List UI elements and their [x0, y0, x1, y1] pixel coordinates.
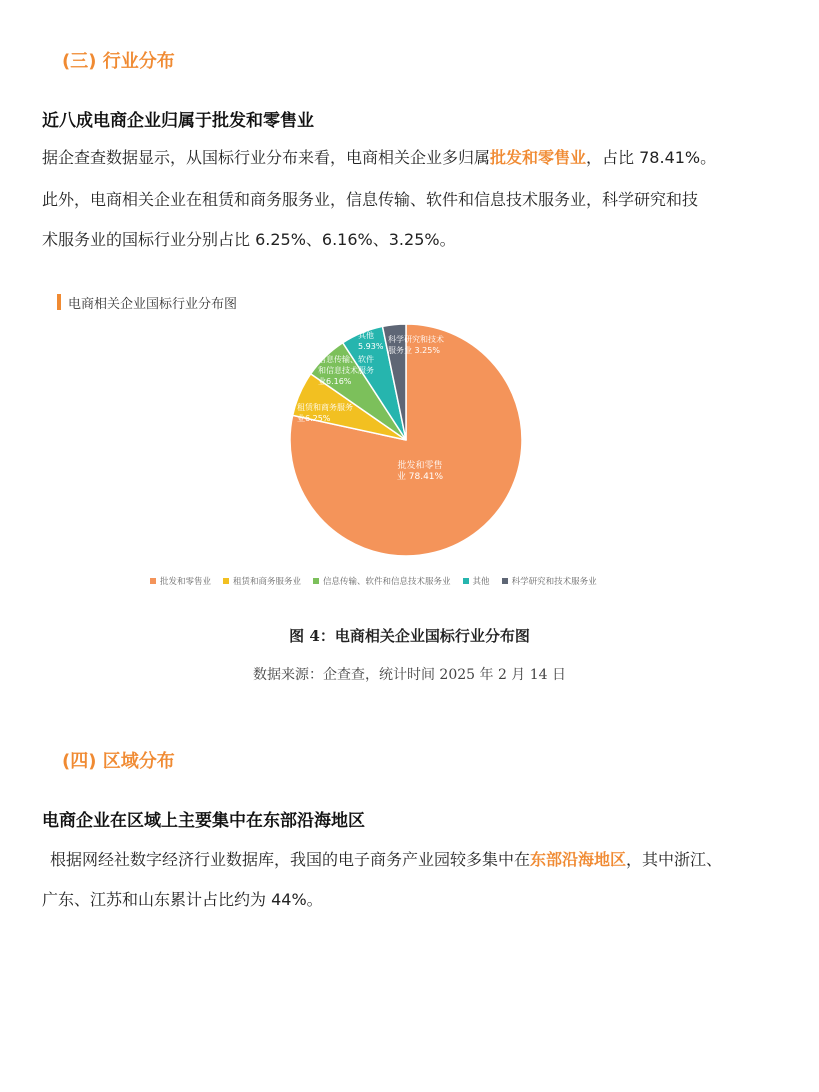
section4-subtitle: 电商企业在区域上主要集中在东部沿海地区 [42, 811, 365, 831]
pie-label-0: 批发和零售业 78.41% [396, 461, 444, 482]
chart-panel-title: 电商相关企业国标行业分布图 [68, 297, 238, 312]
section4-paragraph-line1 [50, 844, 722, 876]
p1-pre: 据企查查数据显示，从国标行业分布来看，电商相关企业多归属 [42, 148, 491, 167]
section3-paragraph-line3: 术服务业的国标行业分别占比 6.25%、6.16%、3.25%。 [42, 230, 456, 249]
legend-swatch-2 [313, 578, 319, 584]
legend-label-4: 科学研究和技术服务业 [511, 577, 597, 587]
source-caption: 数据来源：企查查，统计时间 2025 年 2 月 14 日 [252, 667, 567, 683]
section3-paragraph-line1 [42, 142, 716, 174]
p1-highlight: 批发和零售业 [490, 148, 587, 167]
legend-swatch-1 [223, 578, 229, 584]
s4-p1-pre: 根据网经社数字经济行业数据库，我国的电子商务产业园较多集中在 [50, 850, 531, 869]
legend-item-1 [223, 575, 301, 587]
pie-label-1: 租赁和商务服务业6.25% [297, 403, 353, 423]
legend-swatch-3 [463, 578, 469, 584]
section3-subtitle: 近八成电商企业归属于批发和零售业 [42, 111, 314, 131]
legend-label-0: 批发和零售业 [160, 577, 212, 587]
s4-p1-highlight: 东部沿海地区 [530, 850, 627, 869]
legend-swatch-0 [150, 578, 156, 584]
chart-legend [150, 575, 597, 587]
figure-caption: 图 4：电商相关企业国标行业分布图 [289, 627, 530, 645]
pie-label-4: 科学研究和技术服务业 3.25% [388, 335, 444, 355]
section4-title: (四) 区域分布 [62, 751, 175, 772]
s4-p1-post: ，其中浙江、 [626, 850, 723, 869]
legend-item-0 [150, 575, 211, 587]
section4-paragraph-line2: 广东、江苏和山东累计占比约为 44%。 [42, 890, 323, 909]
p1-post: ，占比 78.41%。 [586, 148, 717, 167]
section3-title: (三) 行业分布 [62, 51, 175, 72]
pie-label-2: 信息传输、软件和信息技术服务业6.16% [318, 355, 374, 386]
legend-label-1: 租赁和商务服务业 [233, 577, 302, 587]
legend-item-3 [463, 575, 490, 587]
section3-paragraph-line2: 此外，电商相关企业在租赁和商务服务业，信息传输、软件和信息技术服务业，科学研究和技 [42, 190, 699, 209]
pie-chart [0, 300, 819, 570]
pie-label-3: 其他 5.93% [358, 331, 384, 351]
legend-item-2 [313, 575, 451, 587]
legend-label-3: 其他 [472, 577, 490, 587]
legend-swatch-4 [502, 578, 508, 584]
legend-item-4 [502, 575, 597, 587]
legend-label-2: 信息传输、软件和信息技术服务业 [323, 577, 451, 587]
